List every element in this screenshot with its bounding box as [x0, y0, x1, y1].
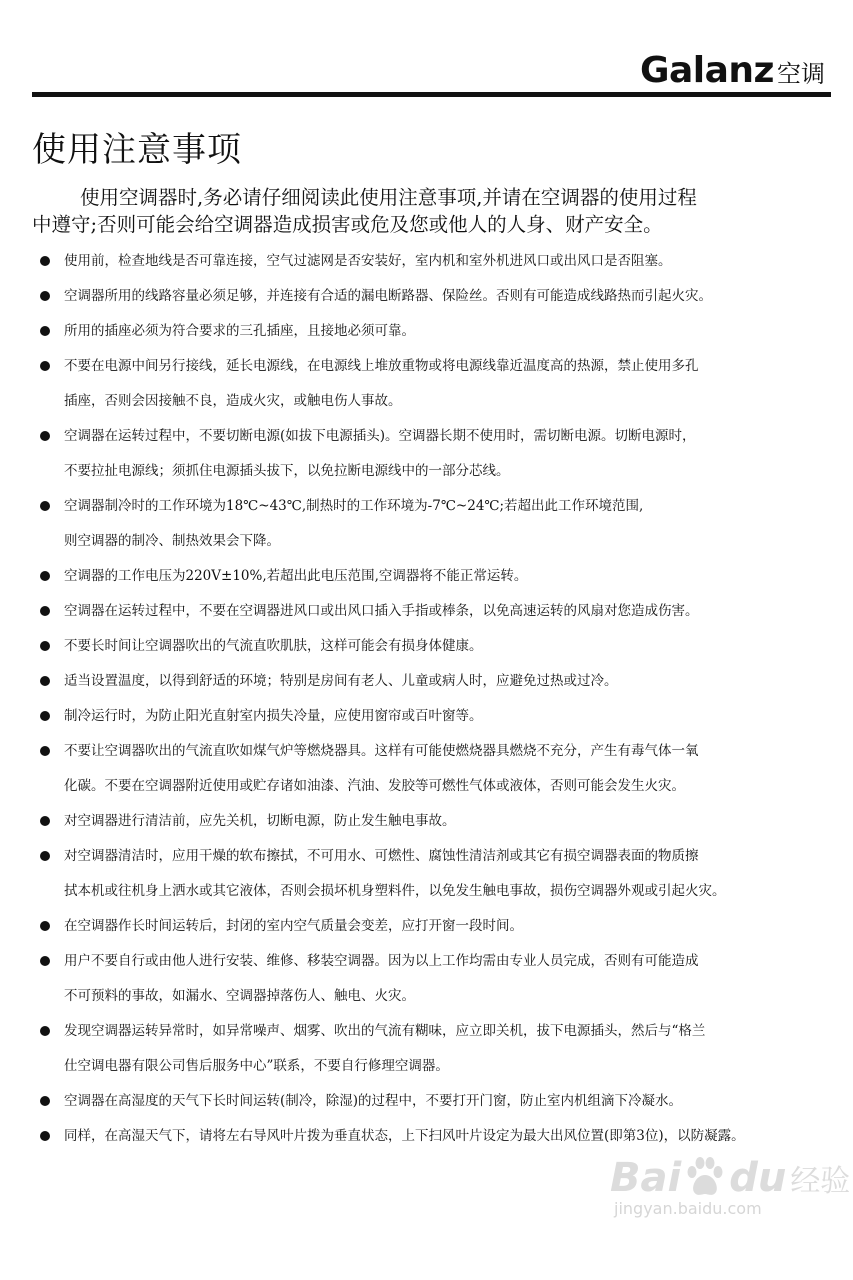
list-item: [38, 629, 843, 664]
list-item: [38, 664, 843, 699]
list-item-line: 发现空调器运转异常时，如异常噪声、烟雾、吹出的气流有糊味，应立即关机，拔下电源插头，然后与“格兰: [64, 1023, 706, 1039]
list-item-line: 空调器在高湿度的天气下长时间运转(制冷，除湿)的过程中，不要打开门窗，防止室内机组滴下冷凝水。: [64, 1093, 683, 1109]
list-item: [38, 349, 843, 419]
list-item-line: 对空调器清洁时，应用干燥的软布擦拭，不可用水、可燃性、腐蚀性清洁剂或其它有损空调器表面的物质擦: [64, 848, 699, 864]
list-item-line: 空调器的工作电压为220V±10%,若超出此电压范围,空调器将不能正常运转。: [64, 568, 528, 584]
list-item-line: 在空调器作长时间运转后，封闭的室内空气质量会变差，应打开窗一段时间。: [64, 918, 523, 934]
list-item-line: 空调器在运转过程中，不要切断电源(如拔下电源插头)。空调器长期不使用时，需切断电源。切断电源时，: [64, 428, 696, 444]
watermark-url: jingyan.baidu.com: [614, 1199, 762, 1218]
list-item-line: 仕空调电器有限公司售后服务中心”联系，不要自行修理空调器。: [64, 1058, 449, 1074]
list-item-line: 对空调器进行清洁前，应先关机，切断电源，防止发生触电事故。: [64, 813, 456, 829]
list-item: [38, 594, 843, 629]
list-item-line: 拭本机或往机身上洒水或其它液体，否则会损坏机身塑料件，以免发生触电事故，损伤空调器外观或引起火灾。: [64, 883, 726, 899]
list-item: [38, 839, 843, 909]
list-item-line: 用户不要自行或由他人进行安装、维修、移装空调器。因为以上工作均需由专业人员完成，否则有可能造成: [64, 953, 699, 969]
list-item-line: 化碳。不要在空调器附近使用或贮存诸如油漆、汽油、发胶等可燃性气体或液体，否则可能会发生火灾。: [64, 778, 685, 794]
list-item-line: 空调器制冷时的工作环境为18℃~43℃,制热时的工作环境为-7℃~24℃;若超出此工作环境范围,: [64, 498, 644, 514]
list-item-line: 空调器所用的线路容量必须足够，并连接有合适的漏电断路器、保险丝。否则有可能造成线路热而引起火灾。: [64, 288, 712, 304]
list-item: [38, 419, 843, 489]
list-item-line: 则空调器的制冷、制热效果会下降。: [64, 533, 280, 549]
list-item-line: 使用前，检查地线是否可靠连接，空气过滤网是否安装好，室内机和室外机进风口或出风口是否阻塞。: [64, 253, 672, 269]
list-item-line: 所用的插座必须为符合要求的三孔插座，且接地必须可靠。: [64, 323, 415, 339]
list-item-line: 不要在电源中间另行接线，延长电源线，在电源线上堆放重物或将电源线靠近温度高的热源，禁止使用多孔: [64, 358, 699, 374]
intro-line: 使用空调器时,务必请仔细阅读此使用注意事项,并请在空调器的使用过程: [80, 186, 697, 209]
watermark-du: du: [729, 1155, 787, 1201]
list-item-line: 空调器在运转过程中，不要在空调器进风口或出风口插入手指或棒条，以免高速运转的风扇对您造成伤害。: [64, 603, 699, 619]
brand-suffix: 空调: [777, 60, 825, 88]
precautions-list: [38, 244, 843, 1154]
watermark-bai: Bai: [610, 1155, 682, 1201]
list-item: [38, 559, 843, 594]
list-item: [38, 1084, 843, 1119]
watermark-jingyan: 经验: [790, 1164, 851, 1199]
page-title: 使用注意事项: [32, 130, 242, 170]
list-item: [38, 279, 843, 314]
brand-logo: [640, 50, 825, 91]
list-item: [38, 244, 843, 279]
list-item-line: 不可预料的事故，如漏水、空调器掉落伤人、触电、火灾。: [64, 988, 415, 1004]
list-item-line: 同样，在高湿天气下，请将左右导风叶片拨为垂直状态，上下扫风叶片设定为最大出风位置(即第3位)，以防凝露。: [64, 1128, 745, 1144]
list-item: [38, 1014, 843, 1084]
list-item-line: 插座，否则会因接触不良，造成火灾，或触电伤人事故。: [64, 393, 402, 409]
list-item-line: 不要拉扯电源线；须抓住电源插头拔下，以免拉断电源线中的一部分芯线。: [64, 463, 510, 479]
brand-name: Galanz: [639, 50, 774, 91]
intro-line: 中遵守;否则可能会给空调器造成损害或危及您或他人的人身、财产安全。: [32, 213, 663, 236]
list-item: [38, 314, 843, 349]
list-item: [38, 909, 843, 944]
watermark: [610, 1155, 850, 1218]
list-item-line: 适当设置温度，以得到舒适的环境；特别是房间有老人、儿童或病人时，应避免过热或过冷。: [64, 673, 618, 689]
intro-paragraph: [32, 184, 822, 238]
list-item-line: 不要长时间让空调器吹出的气流直吹肌肤，这样可能会有损身体健康。: [64, 638, 483, 654]
list-item: [38, 699, 843, 734]
list-item-line: 制冷运行时，为防止阳光直射室内损失冷量，应使用窗帘或百叶窗等。: [64, 708, 483, 724]
list-item: [38, 734, 843, 804]
list-item-line: 不要让空调器吹出的气流直吹如煤气炉等燃烧器具。这样有可能使燃烧器具燃烧不充分，产生有毒气体一氧: [64, 743, 699, 759]
baidu-paw-icon: [682, 1155, 728, 1201]
list-item: [38, 489, 843, 559]
list-item: [38, 944, 843, 1014]
list-item: [38, 804, 843, 839]
list-item: [38, 1119, 843, 1154]
header-rule: [32, 92, 831, 97]
